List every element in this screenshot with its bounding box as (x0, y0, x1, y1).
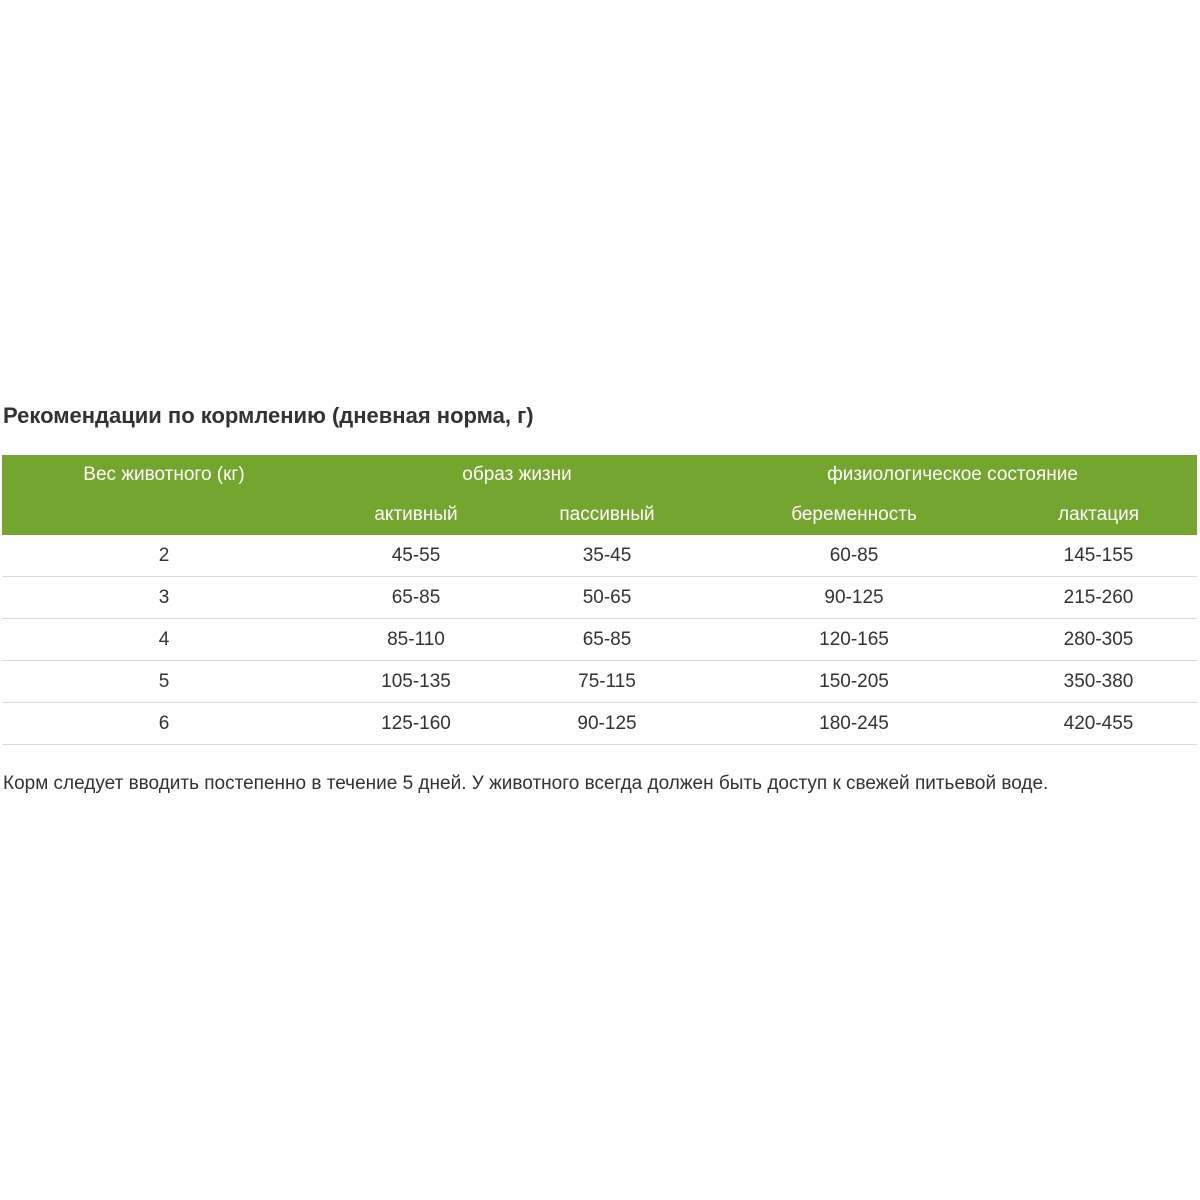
cell-pregnancy: 120-165 (708, 619, 1000, 661)
header-lifestyle: образ жизни (326, 455, 708, 495)
cell-active: 105-135 (326, 661, 506, 703)
table-row (2, 535, 1197, 577)
cell-lactation: 215-260 (1000, 577, 1197, 619)
cell-active: 85-110 (326, 619, 506, 661)
cell-passive: 90-125 (506, 703, 708, 745)
cell-passive: 65-85 (506, 619, 708, 661)
cell-weight: 4 (2, 619, 326, 661)
cell-passive: 50-65 (506, 577, 708, 619)
cell-weight: 2 (2, 535, 326, 577)
header-lactation: лактация (1000, 495, 1197, 535)
cell-weight: 3 (2, 577, 326, 619)
table-header (2, 455, 1197, 535)
cell-pregnancy: 60-85 (708, 535, 1000, 577)
cell-pregnancy: 150-205 (708, 661, 1000, 703)
table-row (2, 661, 1197, 703)
cell-active: 125-160 (326, 703, 506, 745)
table-header-row-main (2, 455, 1197, 495)
page-title: Рекомендации по кормлению (дневная норма, г) (3, 403, 534, 428)
cell-passive: 75-115 (506, 661, 708, 703)
cell-weight: 5 (2, 661, 326, 703)
cell-active: 65-85 (326, 577, 506, 619)
header-pregnancy: беременность (708, 495, 1000, 535)
header-passive: пассивный (506, 495, 708, 535)
table-body (2, 535, 1197, 745)
table-row (2, 703, 1197, 745)
cell-active: 45-55 (326, 535, 506, 577)
table-header-row-sub (2, 495, 1197, 535)
table-row (2, 577, 1197, 619)
cell-weight: 6 (2, 703, 326, 745)
feeding-note: Корм следует вводить постепенно в течение 5 дней. У животного всегда должен быть доступ к свежей питьевой воде. (3, 773, 1049, 794)
header-weight: Вес животного (кг) (2, 455, 326, 495)
feeding-table (2, 455, 1197, 745)
cell-pregnancy: 180-245 (708, 703, 1000, 745)
cell-pregnancy: 90-125 (708, 577, 1000, 619)
cell-lactation: 350-380 (1000, 661, 1197, 703)
cell-passive: 35-45 (506, 535, 708, 577)
table-row (2, 619, 1197, 661)
cell-lactation: 145-155 (1000, 535, 1197, 577)
header-active: активный (326, 495, 506, 535)
cell-lactation: 280-305 (1000, 619, 1197, 661)
cell-lactation: 420-455 (1000, 703, 1197, 745)
header-physiology: физиологическое состояние (708, 455, 1197, 495)
header-empty (2, 495, 326, 535)
